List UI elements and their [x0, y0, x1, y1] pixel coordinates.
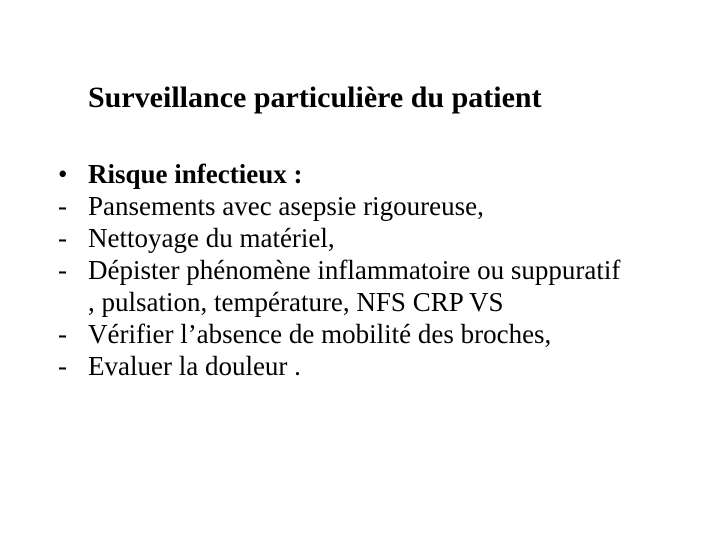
- dash-marker: -: [58, 223, 67, 253]
- slide-title: Surveillance particulière du patient: [88, 81, 542, 114]
- bullet-marker: •: [58, 159, 68, 189]
- list-item: [0, 350, 720, 382]
- list-item-text: Vérifier l’absence de mobilité des broches,: [88, 319, 552, 349]
- dash-marker: -: [58, 191, 67, 221]
- list-item-text: Risque infectieux :: [88, 159, 303, 189]
- list-item: [0, 318, 720, 350]
- list-item-text: Dépister phénomène inflammatoire ou suppuratif , pulsation, température, NFS CRP VS: [88, 255, 621, 317]
- bullet-list: [0, 158, 720, 382]
- list-item-text: Nettoyage du matériel,: [88, 223, 335, 253]
- dash-marker: -: [58, 319, 67, 349]
- list-item: [0, 254, 720, 318]
- list-item-text: Pansements avec asepsie rigoureuse,: [88, 191, 484, 221]
- list-item: [0, 190, 720, 222]
- list-item: [0, 158, 720, 190]
- list-item-text: Evaluer la douleur .: [88, 351, 301, 381]
- dash-marker: -: [58, 351, 67, 381]
- dash-marker: -: [58, 255, 67, 285]
- list-item: [0, 222, 720, 254]
